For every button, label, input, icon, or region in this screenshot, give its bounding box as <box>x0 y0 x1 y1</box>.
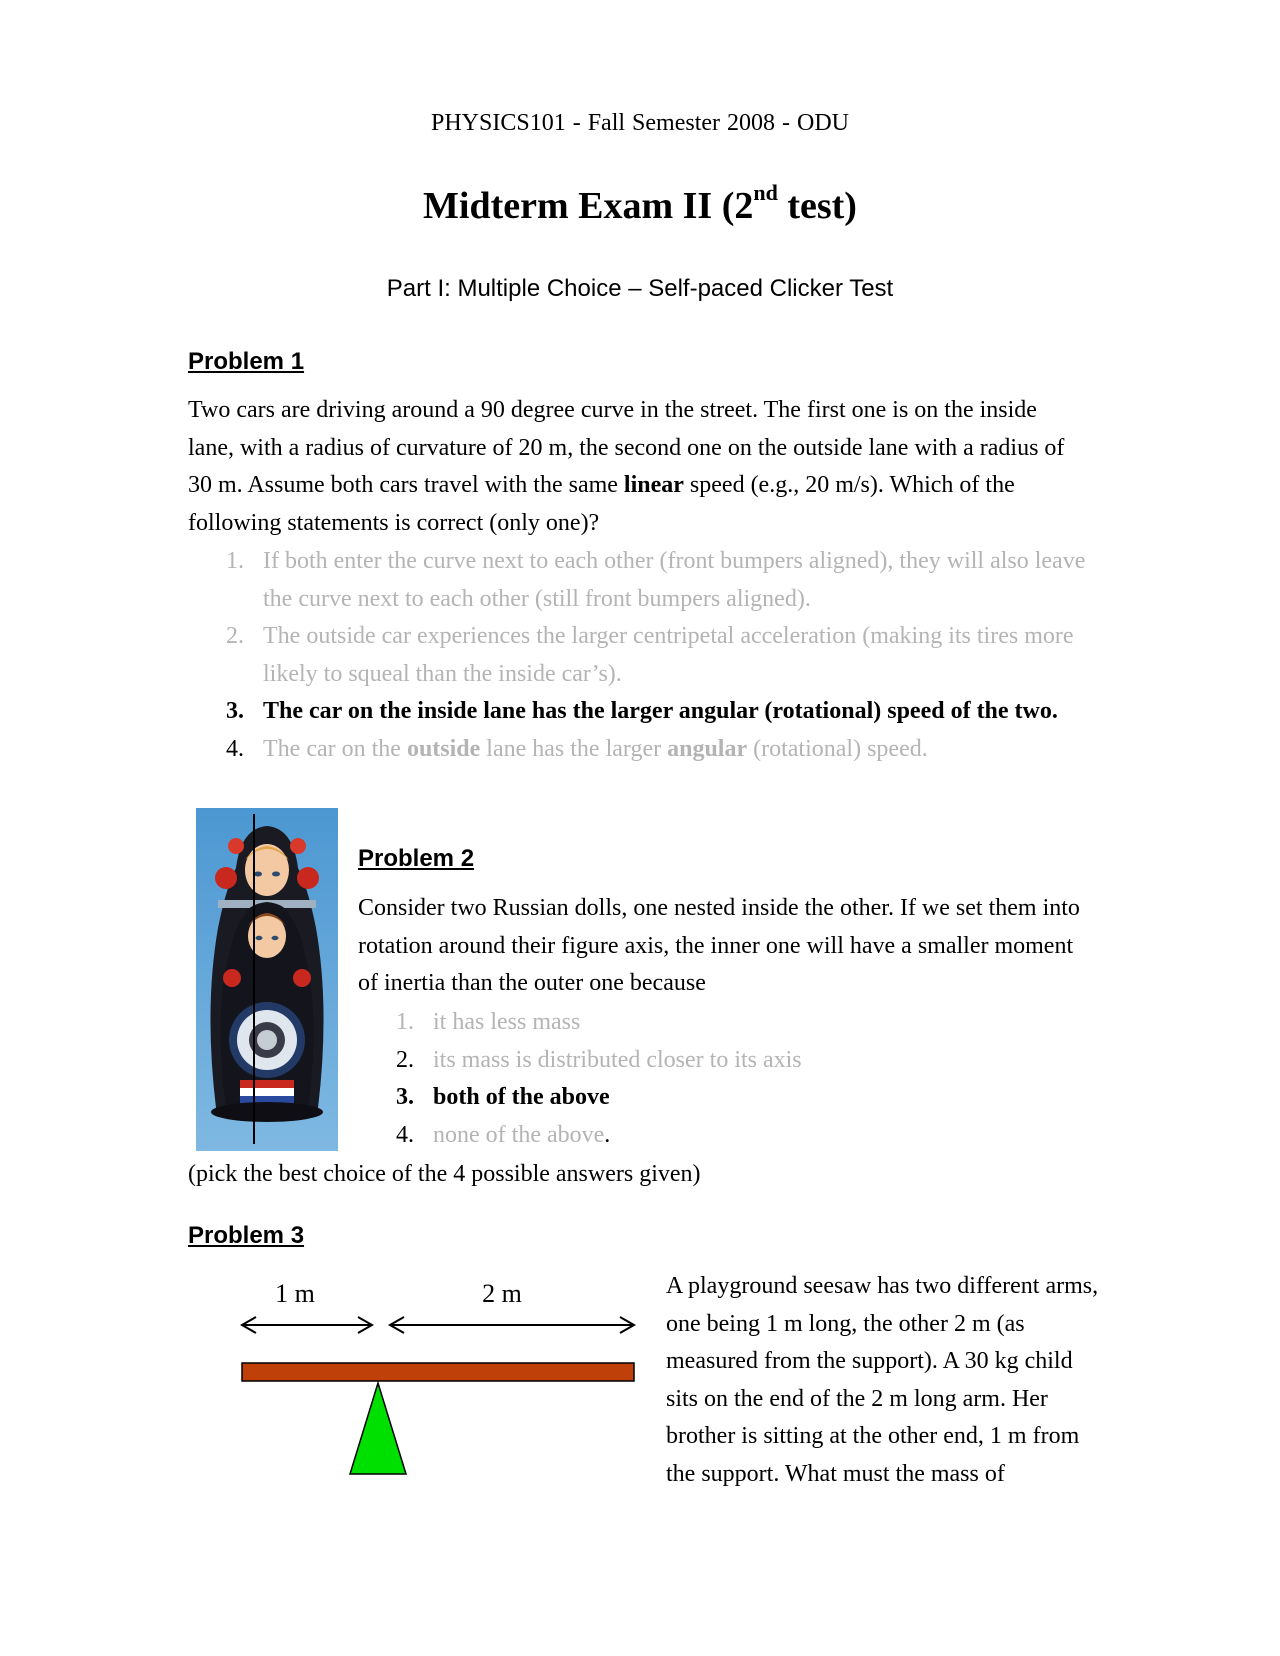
problem-1-choice-2 <box>226 618 1116 693</box>
choice-bold-a: outside <box>406 735 481 762</box>
choice-text-b: lane has the larger <box>480 735 668 762</box>
choice-number: 4. <box>396 1121 414 1148</box>
choice-text-a: The car on the <box>263 735 407 762</box>
problem-2-choice-4 <box>396 1117 996 1155</box>
choice-number: 2. <box>396 1046 414 1073</box>
problem-2-choice-1 <box>396 1004 996 1042</box>
problem-1-text-bold: linear <box>623 472 684 498</box>
problem-1-choice-1 <box>226 543 1116 618</box>
problem-2-choice-3 <box>396 1079 996 1117</box>
problem-2-choices <box>396 1004 996 1154</box>
problem-2-text: Consider two Russian dolls, one nested inside the other. If we set them into rotation around their figure axis, the inner one will have a smaller moment of inertia than the outer one because <box>358 895 1080 996</box>
problem-3-heading: Problem 3 <box>188 1222 305 1249</box>
seesaw-diagram <box>230 1270 650 1490</box>
course-header: PHYSICS101 - Fall Semester 2008 - ODU <box>431 110 849 136</box>
choice-text-c: (rotational) speed. <box>747 735 928 762</box>
choice-number: 4. <box>226 735 244 762</box>
title-superscript: nd <box>753 180 778 206</box>
problem-1-text <box>188 392 1088 542</box>
problem-3-text: A playground seesaw has two different arms, one being 1 m long, the other 2 m (as measured from the support). A 30 kg child sits on the end of the 2 m long arm. Her brother is sitting at the other end, 1 m from the support. What must the mass of <box>666 1273 1099 1487</box>
choice-text: it has less mass <box>433 1009 581 1035</box>
problem-1-text-a: Two cars are driving around a 90 degree curve in the street. The first one is on the inside lane, with a radius of curvature of 20 m, the second one on the outside lane with a radius of 30 m. Assume both cars travel with the same <box>188 397 1065 498</box>
choice-number: 3. <box>226 698 244 724</box>
choice-number: 1. <box>396 1009 414 1035</box>
choice-text: its mass is distributed closer to its axis <box>433 1046 802 1073</box>
title-rest: test) <box>777 185 857 227</box>
exam-subtitle: Part I: Multiple Choice – Self-paced Clicker Test <box>386 275 894 302</box>
choice-text: If both enter the curve next to each other (front bumpers aligned), they will also leave the curve next to each other (still front bumpers aligned). <box>263 548 1086 612</box>
choice-number: 1. <box>226 548 244 574</box>
problem-1-text-b: speed (e.g., 20 m/s). Which of the following statements is correct (only one)? <box>188 472 1015 536</box>
choice-number: 2. <box>226 623 244 649</box>
problem-2-note: (pick the best choice of the 4 possible answers given) <box>188 1161 701 1187</box>
choice-text-main: none of the above <box>433 1121 605 1148</box>
seesaw-plank <box>242 1363 634 1381</box>
problem-1-choice-4 <box>226 731 1116 769</box>
title-main: Midterm Exam II (2 <box>423 185 754 227</box>
problem-2-choice-2 <box>396 1042 996 1080</box>
choice-number: 3. <box>396 1084 414 1110</box>
short-arm-arrow <box>242 1317 372 1333</box>
problem-2-heading: Problem 2 <box>358 845 475 872</box>
russian-doll-image <box>196 808 338 1151</box>
choice-text: The outside car experiences the larger centripetal acceleration (making its tires more likely to squeal than the inside car’s). <box>263 623 1074 687</box>
choice-text <box>433 1117 996 1155</box>
long-arm-arrow <box>390 1317 634 1333</box>
choice-text: both of the above <box>433 1084 610 1110</box>
choice-text <box>263 731 1116 769</box>
problem-1-choices <box>226 543 1116 768</box>
problem-1-heading: Problem 1 <box>188 348 305 375</box>
short-arm-label: 1 m <box>275 1279 315 1308</box>
choice-bold-b: angular <box>667 735 748 762</box>
long-arm-label: 2 m <box>482 1279 522 1308</box>
choice-text-tail: . <box>604 1121 611 1148</box>
exam-title <box>0 180 1280 228</box>
choice-text: The car on the inside lane has the larger angular (rotational) speed of the two. <box>263 698 1058 724</box>
problem-1-choice-3 <box>226 693 1116 731</box>
seesaw-support <box>350 1383 406 1474</box>
